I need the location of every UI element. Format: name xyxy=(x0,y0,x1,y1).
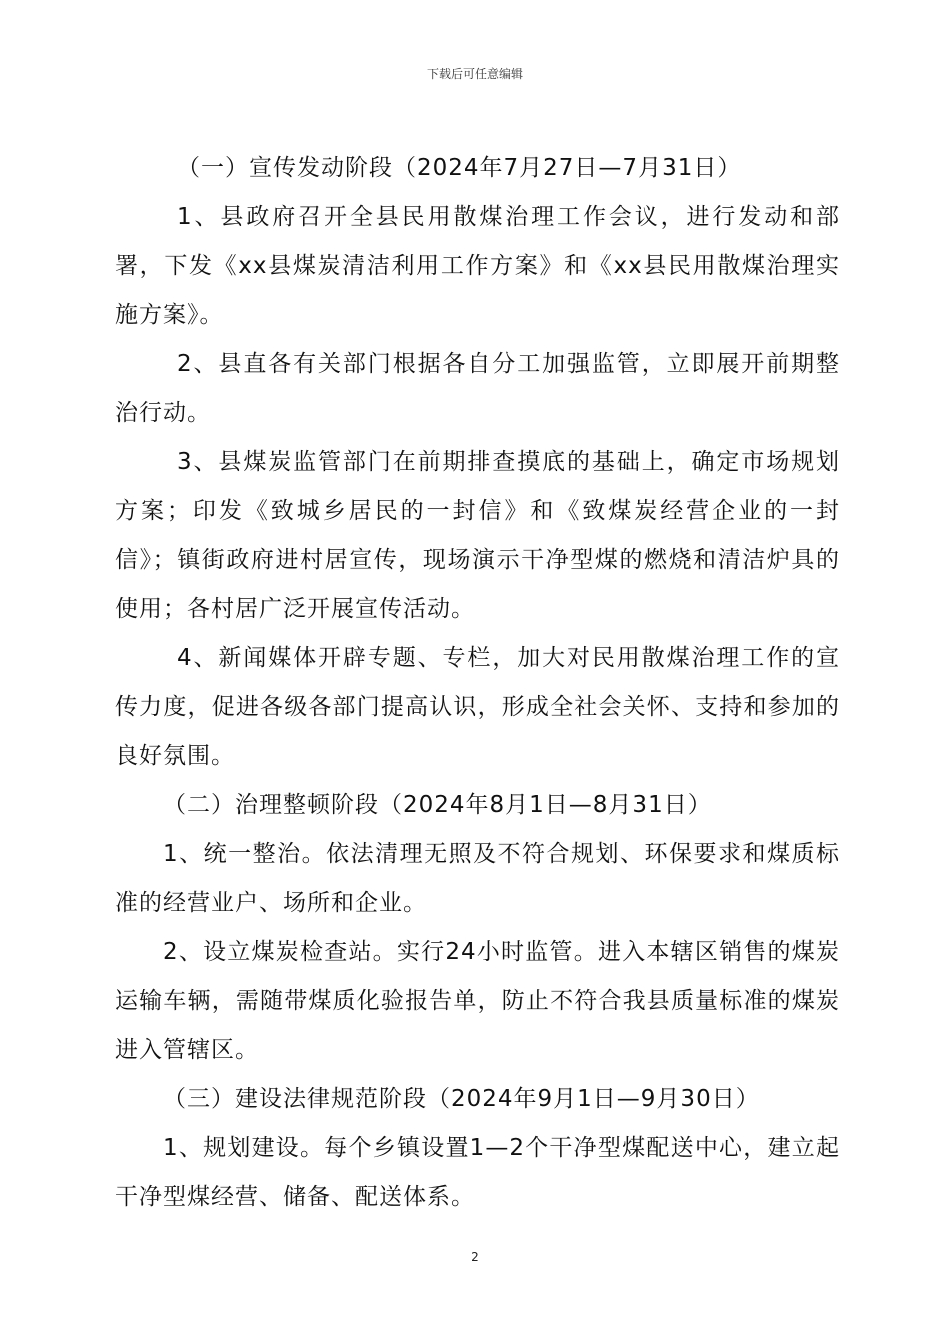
document-body xyxy=(115,144,840,1222)
section-1-paragraph-4: 4、新闻媒体开辟专题、专栏，加大对民用散煤治理工作的宣传力度，促进各级各部门提高认识，形成全社会关怀、支持和参加的良好氛围。 xyxy=(115,645,840,769)
section-3-paragraph-1: 1、规划建设。每个乡镇设置1—2个干净型煤配送中心，建立起干净型煤经营、储备、配送体系。 xyxy=(115,1135,840,1210)
section-1-paragraph-2: 2、县直各有关部门根据各自分工加强监管，立即展开前期整治行动。 xyxy=(115,351,840,426)
section-3-heading: （三）建设法律规范阶段（2024年9月1日—9月30日） xyxy=(163,1086,760,1112)
section-1-paragraph-1: 1、县政府召开全县民用散煤治理工作会议，进行发动和部署，下发《xx县煤炭清洁利用工作方案》和《xx县民用散煤治理实施方案》。 xyxy=(115,204,840,328)
section-1-heading: （一）宣传发动阶段（2024年7月27日—7月31日） xyxy=(177,155,742,181)
section-2-paragraph-1: 1、统一整治。依法清理无照及不符合规划、环保要求和煤质标准的经营业户、场所和企业。 xyxy=(115,841,840,916)
section-2-heading: （二）治理整顿阶段（2024年8月1日—8月31日） xyxy=(163,792,712,818)
page-number: 2 xyxy=(471,1250,479,1264)
section-2-paragraph-2: 2、设立煤炭检查站。实行24小时监管。进入本辖区销售的煤炭运输车辆，需随带煤质化验报告单，防止不符合我县质量标准的煤炭进入管辖区。 xyxy=(115,939,840,1063)
page-header-note: 下载后可任意编辑 xyxy=(426,67,523,81)
section-1-paragraph-3: 3、县煤炭监管部门在前期排查摸底的基础上，确定市场规划方案；印发《致城乡居民的一封信》和《致煤炭经营企业的一封信》；镇街政府进村居宣传，现场演示干净型煤的燃烧和清洁炉具的使用；各村居广泛开展宣传活动。 xyxy=(115,449,840,622)
